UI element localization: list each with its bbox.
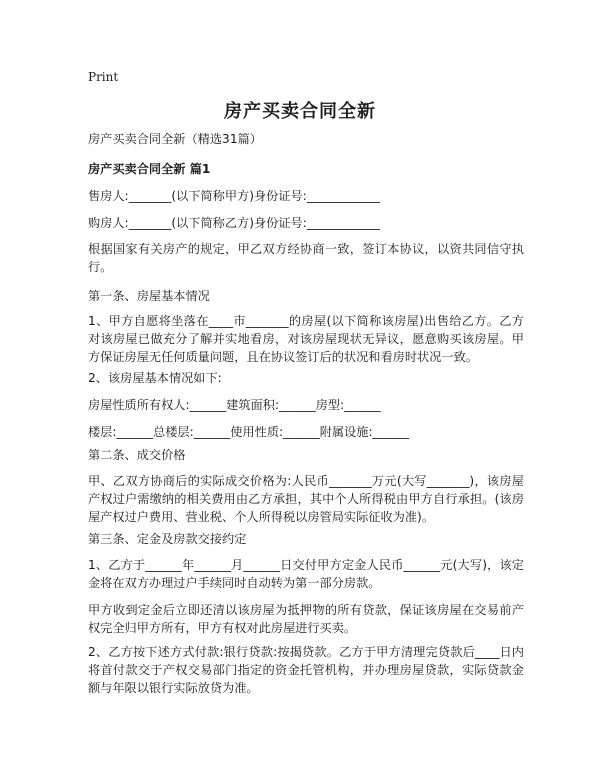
print-link[interactable]: Print <box>88 70 119 84</box>
article1-row-1: 房屋性质所有权人:______建筑面积:______房型:______ <box>88 398 381 412</box>
article3-paragraph-2: 甲方收到定金后立即还清以该房屋为抵押物的所有贷款，保证该房屋在交易前产权完全归甲方所有，甲方有权对此房屋进行买卖。 <box>88 603 524 635</box>
seller-line: 售房人:_______(以下简称甲方)身份证号:____________ <box>88 189 380 203</box>
article1-paragraph-2: 2、该房屋基本情况如下: <box>88 371 222 385</box>
article2-heading: 第二条、成交价格 <box>88 448 186 462</box>
intro-paragraph: 根据国家有关房产的规定，甲乙双方经协商一致，签订本协议，以资共同信守执行。 <box>88 242 524 274</box>
document-subtitle: 房产买卖合同全新（精选31篇） <box>88 132 262 146</box>
document-title: 房产买卖合同全新 <box>224 101 376 122</box>
article1-row-2: 楼层:______总楼层:______使用性质:______附属设施:______ <box>88 425 410 439</box>
section-heading: 房产买卖合同全新 篇1 <box>88 162 211 176</box>
article2-paragraph: 甲、乙双方协商后的实际成交价格为:人民币_______万元(大写_______)，该房屋产权过户需缴纳的相关费用由乙方承担，其中个人所得税由甲方自行承担。(该房屋产权过户费用、营业税、个人所得税以房管局实际征收为准)。 <box>88 474 524 524</box>
article3-paragraph-3: 2、乙方按下述方式付款:银行贷款:按揭贷款。乙方于甲方清理完贷款后____日内将首付款交于产权交易部门指定的资金托管机构，并办理房屋贷款，实际贷款金额与年限以银行实际放贷为准。 <box>88 645 524 695</box>
article1-paragraph-1: 1、甲方自愿将坐落在____市_______的房屋(以下简称该房屋)出售给乙方。乙方对该房屋已做充分了解并实地看房，对该房屋现状无异议，愿意购买该房屋。甲方保证房屋无任何质量问题，且在协议签订后的状况和看房时状况一致。 <box>88 314 524 364</box>
buyer-line: 购房人:_______(以下简称乙方)身份证号:____________ <box>88 216 380 230</box>
article3-heading: 第三条、定金及房款交接约定 <box>88 532 247 546</box>
article3-paragraph-1: 1、乙方于______年______月______日交付甲方定金人民币______元(大写)，该定金将在双方办理过户手续同时自动转为第一部分房款。 <box>88 558 524 590</box>
article1-heading: 第一条、房屋基本情况 <box>88 289 210 303</box>
